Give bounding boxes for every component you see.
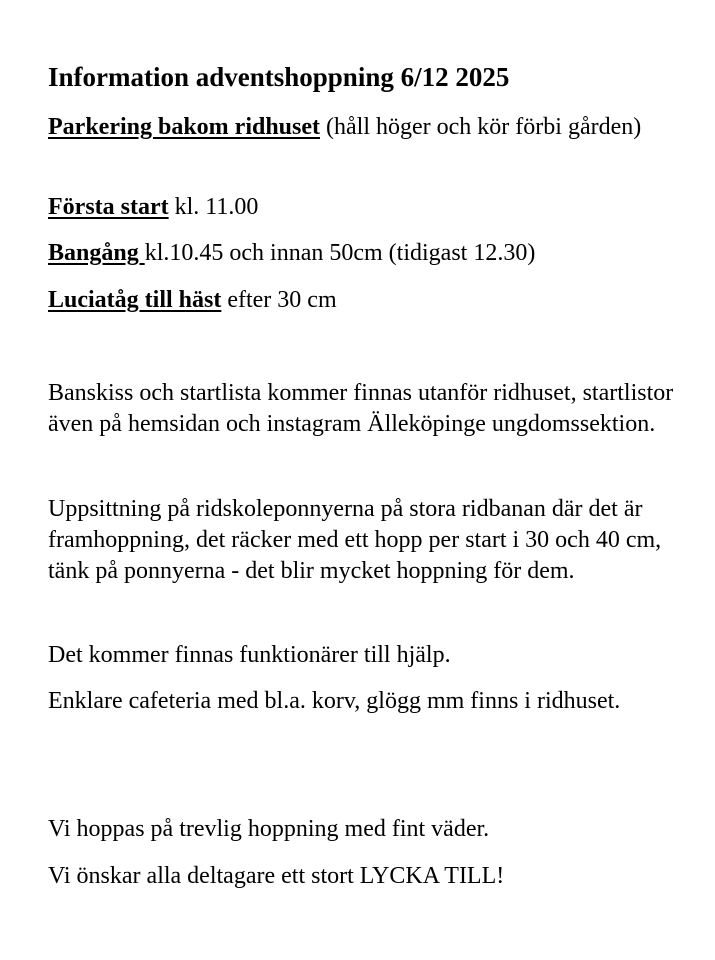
paragraph-cafeteria: Enklare cafeteria med bl.a. korv, glögg mm finns i ridhuset. [48, 688, 621, 714]
info-label-lucia: Luciatåg till häst [48, 287, 222, 313]
info-text-lucia: efter 30 cm [221, 287, 337, 313]
info-line-parking [48, 112, 668, 143]
paragraph-warmup: Uppsittning på ridskoleponnyerna på stora ridbanan där det är framhoppning, det räcker med ett hopp per start i 30 och 40 cm, tänk på ponnyerna - det blir mycket hoppning för dem. [48, 496, 662, 584]
paragraph-officials: Det kommer finnas funktionärer till hjälp. [48, 642, 451, 668]
info-line-first-start [48, 191, 258, 223]
info-line-course-walk [48, 237, 535, 269]
info-text-first-start: kl. 11.00 [168, 194, 259, 220]
info-label-first-start: Första start [48, 194, 169, 220]
info-text-parking: (håll höger och kör förbi gården) [320, 114, 642, 140]
paragraph-course-map: Banskiss och startlista kommer finnas utanför ridhuset, startlistor även på hemsidan och instagram Älleköpinge ungdomssektion. [48, 380, 674, 437]
info-text-course-walk: kl.10.45 och innan 50cm (tidigast 12.30) [144, 240, 536, 266]
info-label-course-walk: Bangång [48, 240, 145, 266]
info-label-parking: Parkering bakom ridhuset [48, 114, 321, 140]
closing-line-weather: Vi hoppas på trevlig hoppning med fint väder. [48, 816, 490, 842]
page-title: Information adventshoppning 6/12 2025 [48, 62, 510, 92]
info-line-lucia [48, 284, 337, 316]
closing-line-good-luck: Vi önskar alla deltagare ett stort LYCKA TILL! [48, 863, 505, 889]
